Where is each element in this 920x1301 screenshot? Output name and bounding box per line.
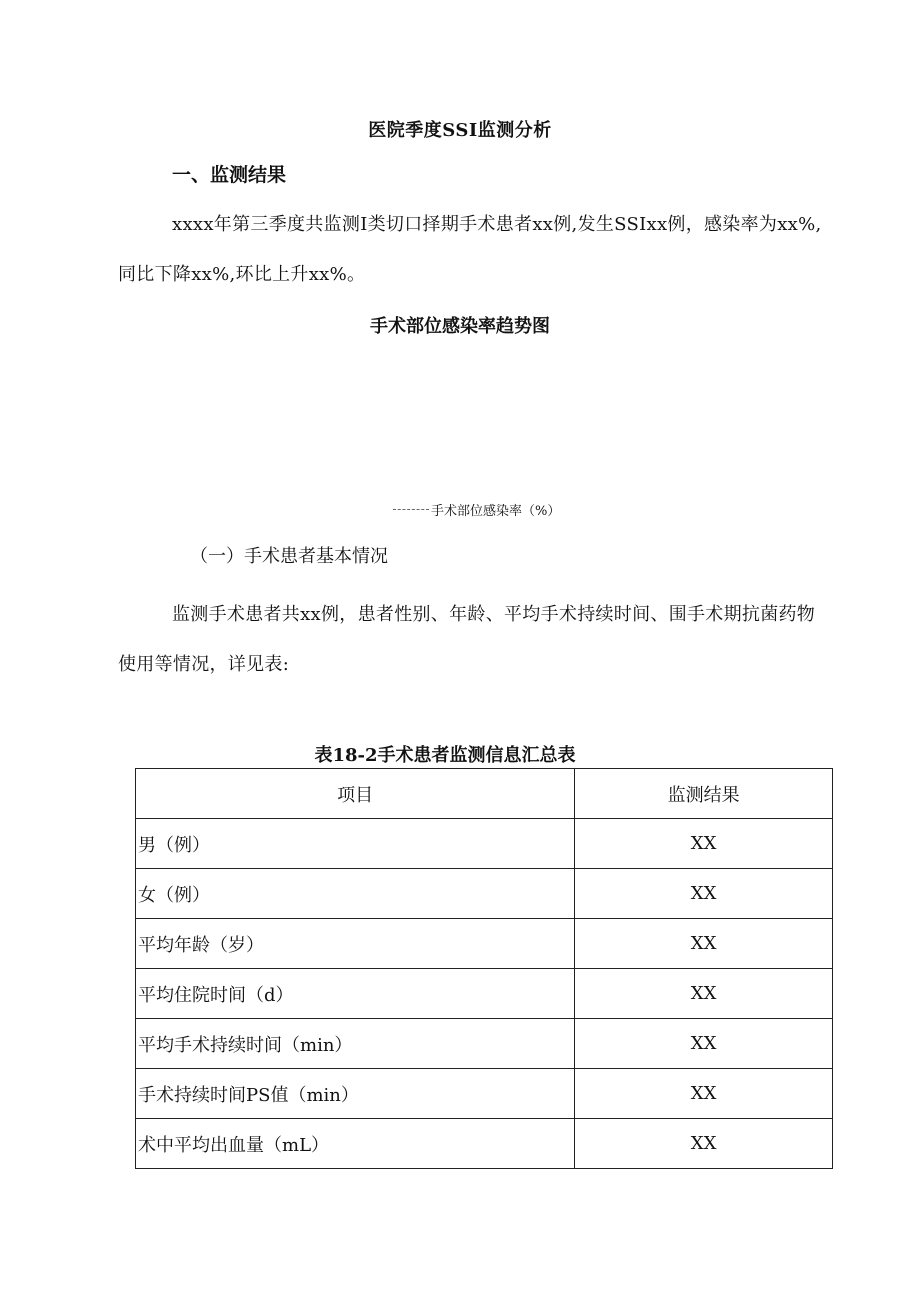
- table-row: [136, 1069, 833, 1119]
- legend-label: 手术部位感染率（%）: [431, 504, 561, 519]
- row-item: 平均手术持续时间（min）: [136, 1019, 575, 1069]
- table-row: [136, 969, 833, 1019]
- summary-table: [135, 768, 833, 1169]
- row-item: 女（例）: [136, 869, 575, 919]
- row-result: XX: [575, 1069, 833, 1119]
- row-result: XX: [575, 1019, 833, 1069]
- row-item: 平均住院时间（d）: [136, 969, 575, 1019]
- row-result: XX: [575, 919, 833, 969]
- header-result: 监测结果: [575, 769, 833, 819]
- patients-paragraph-text: 监测手术患者共xx例，患者性别、年龄、平均手术持续时间、围手术期抗菌药物使用等情况，详见表:: [118, 604, 816, 675]
- row-result: XX: [575, 819, 833, 869]
- table-row: [136, 819, 833, 869]
- table-row: [136, 1119, 833, 1169]
- chart-title: 手术部位感染率趋势图: [370, 316, 550, 337]
- legend-line-swatch: [393, 509, 429, 510]
- table-row: [136, 869, 833, 919]
- results-paragraph-text: xxxx年第三季度共监测I类切口择期手术患者xx例,发生SSIxx例，感染率为xx%,同比下降xx%,环比上升xx%。: [118, 214, 822, 285]
- chart-legend: [393, 500, 560, 519]
- document-title: 医院季度SSI监测分析: [368, 120, 552, 141]
- row-item: 平均年龄（岁）: [136, 919, 575, 969]
- row-item: 手术持续时间PS值（min）: [136, 1069, 575, 1119]
- row-result: XX: [575, 1119, 833, 1169]
- table-header-row: [136, 769, 833, 819]
- header-item: 项目: [136, 769, 575, 819]
- patients-paragraph: [118, 590, 833, 690]
- row-item: 男（例）: [136, 819, 575, 869]
- results-paragraph: [118, 200, 833, 300]
- section-heading-results: 一、监测结果: [172, 164, 287, 186]
- subsection-heading-patients: （一）手术患者基本情况: [190, 546, 388, 567]
- table-caption: 表18-2手术患者监测信息汇总表: [314, 745, 576, 766]
- row-result: XX: [575, 869, 833, 919]
- table-row: [136, 1019, 833, 1069]
- row-result: XX: [575, 969, 833, 1019]
- row-item: 术中平均出血量（mL）: [136, 1119, 575, 1169]
- table-row: [136, 919, 833, 969]
